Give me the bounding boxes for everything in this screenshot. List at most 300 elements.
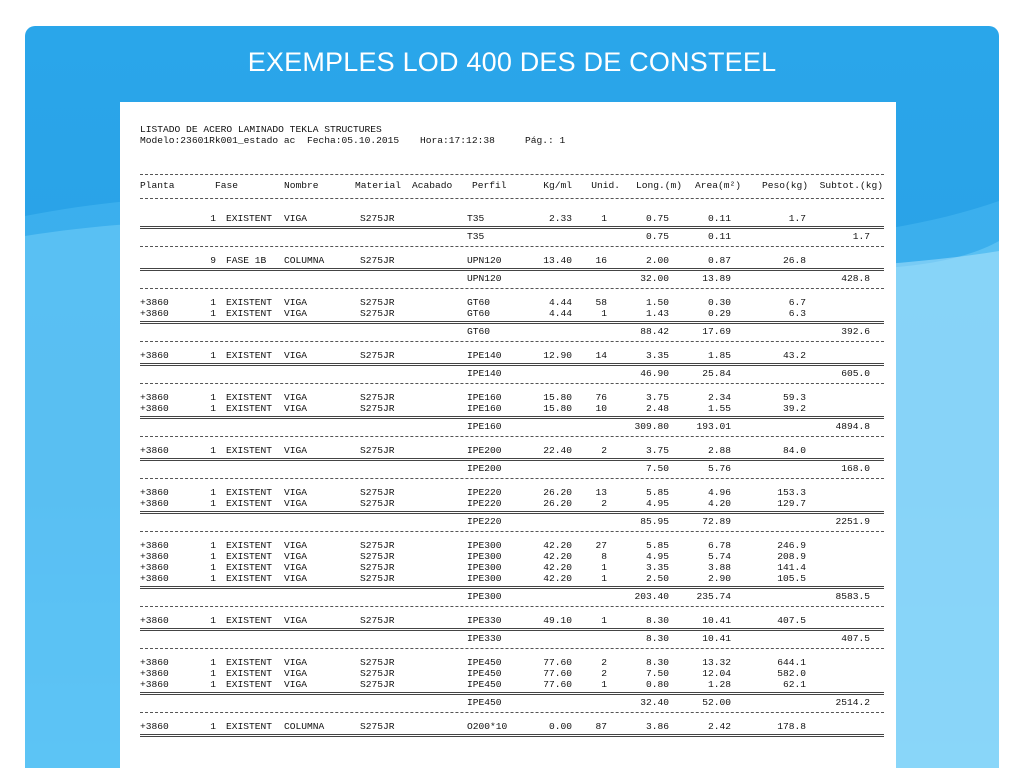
- cell-fase-name: EXISTENT: [226, 679, 273, 690]
- cell-unid: 1: [601, 308, 607, 319]
- cell-peso: 59.3: [782, 392, 806, 403]
- subtotal-rule: [140, 341, 884, 342]
- cell-planta: +3860: [140, 350, 169, 361]
- cell-material: S275JR: [360, 551, 395, 562]
- subtotal-rule: [140, 712, 884, 713]
- cell-long: 5.85: [645, 540, 669, 551]
- cell-fase: 1: [210, 540, 216, 551]
- subtotal-perfil: UPN120: [467, 273, 502, 284]
- group-double-rule: [140, 734, 884, 737]
- cell-area: 10.41: [702, 615, 731, 626]
- column-header: Unid.: [591, 180, 620, 191]
- table-row: [120, 499, 896, 509]
- cell-planta: +3860: [140, 392, 169, 403]
- cell-peso: 141.4: [777, 562, 806, 573]
- table-row: [120, 552, 896, 562]
- column-header: Peso(kg): [761, 180, 808, 191]
- cell-nombre: VIGA: [284, 308, 308, 319]
- subtotal-area: 52.00: [702, 697, 731, 708]
- cell-kgml: 42.20: [543, 562, 572, 573]
- subtotal-weight: 605.0: [841, 368, 870, 379]
- cell-material: S275JR: [360, 721, 395, 732]
- cell-unid: 1: [601, 213, 607, 224]
- cell-fase: 1: [210, 551, 216, 562]
- cell-perfil: GT60: [467, 308, 491, 319]
- cell-unid: 16: [595, 255, 607, 266]
- cell-unid: 13: [595, 487, 607, 498]
- cell-material: S275JR: [360, 255, 395, 266]
- cell-peso: 246.9: [777, 540, 806, 551]
- column-header: Subtot.(kg): [819, 180, 883, 191]
- subtotal-rule: [140, 383, 884, 384]
- cell-perfil: IPE220: [467, 487, 502, 498]
- cell-unid: 76: [595, 392, 607, 403]
- cell-area: 1.55: [707, 403, 731, 414]
- cell-nombre: VIGA: [284, 498, 308, 509]
- subtotal-perfil: GT60: [467, 326, 491, 337]
- cell-material: S275JR: [360, 392, 395, 403]
- cell-peso: 407.5: [777, 615, 806, 626]
- table-row: [120, 541, 896, 551]
- cell-area: 1.85: [707, 350, 731, 361]
- cell-unid: 58: [595, 297, 607, 308]
- table-row: [120, 393, 896, 403]
- subtotal-area: 235.74: [696, 591, 731, 602]
- subtotal-long: 88.42: [640, 326, 669, 337]
- cell-area: 4.96: [707, 487, 731, 498]
- table-row: [120, 669, 896, 679]
- cell-unid: 10: [595, 403, 607, 414]
- cell-planta: +3860: [140, 721, 169, 732]
- header-rule-bottom: [140, 198, 884, 199]
- table-row: [120, 616, 896, 626]
- subtotal-area: 72.89: [702, 516, 731, 527]
- subtotal-rule: [140, 246, 884, 247]
- cell-material: S275JR: [360, 679, 395, 690]
- cell-area: 4.20: [707, 498, 731, 509]
- cell-unid: 2: [601, 445, 607, 456]
- cell-fase-name: EXISTENT: [226, 308, 273, 319]
- cell-long: 1.50: [645, 297, 669, 308]
- group-double-rule: [140, 586, 884, 589]
- cell-peso: 208.9: [777, 551, 806, 562]
- cell-perfil: T35: [467, 213, 485, 224]
- cell-perfil: IPE160: [467, 403, 502, 414]
- table-row: [120, 404, 896, 414]
- subtotal-row: [120, 698, 896, 708]
- cell-fase: 1: [210, 498, 216, 509]
- group-double-rule: [140, 416, 884, 419]
- table-row: [120, 680, 896, 690]
- cell-fase: 1: [210, 668, 216, 679]
- cell-nombre: VIGA: [284, 392, 308, 403]
- subtotal-rule: [140, 478, 884, 479]
- cell-fase: 1: [210, 657, 216, 668]
- cell-unid: 8: [601, 551, 607, 562]
- doc-heading: [120, 125, 896, 135]
- cell-fase: 1: [210, 308, 216, 319]
- cell-unid: 2: [601, 498, 607, 509]
- column-headers: [120, 181, 896, 191]
- cell-material: S275JR: [360, 540, 395, 551]
- cell-unid: 1: [601, 573, 607, 584]
- cell-fase-name: EXISTENT: [226, 540, 273, 551]
- cell-long: 1.43: [645, 308, 669, 319]
- subtotal-weight: 4894.8: [835, 421, 870, 432]
- cell-nombre: VIGA: [284, 657, 308, 668]
- subtotal-perfil: IPE300: [467, 591, 502, 602]
- cell-material: S275JR: [360, 562, 395, 573]
- group-double-rule: [140, 226, 884, 229]
- cell-nombre: COLUMNA: [284, 721, 325, 732]
- subtotal-weight: 428.8: [841, 273, 870, 284]
- cell-kgml: 42.20: [543, 540, 572, 551]
- cell-area: 0.30: [707, 297, 731, 308]
- cell-fase-name: EXISTENT: [226, 668, 273, 679]
- cell-area: 13.32: [702, 657, 731, 668]
- cell-kgml: 42.20: [543, 573, 572, 584]
- cell-nombre: VIGA: [284, 487, 308, 498]
- group-double-rule: [140, 511, 884, 514]
- cell-long: 3.86: [645, 721, 669, 732]
- group-double-rule: [140, 628, 884, 631]
- cell-peso: 43.2: [782, 350, 806, 361]
- group-double-rule: [140, 458, 884, 461]
- cell-perfil: IPE140: [467, 350, 502, 361]
- cell-long: 8.30: [645, 615, 669, 626]
- cell-kgml: 22.40: [543, 445, 572, 456]
- subtotal-area: 10.41: [702, 633, 731, 644]
- cell-peso: 153.3: [777, 487, 806, 498]
- cell-peso: 6.7: [788, 297, 806, 308]
- cell-kgml: 15.80: [543, 392, 572, 403]
- cell-area: 2.42: [707, 721, 731, 732]
- cell-material: S275JR: [360, 297, 395, 308]
- doc-fecha: Fecha:05.10.2015: [307, 135, 400, 146]
- doc-hora: Hora:17:12:38: [420, 135, 495, 146]
- cell-kgml: 26.20: [543, 498, 572, 509]
- cell-material: S275JR: [360, 615, 395, 626]
- cell-unid: 87: [595, 721, 607, 732]
- cell-material: S275JR: [360, 445, 395, 456]
- cell-long: 3.35: [645, 350, 669, 361]
- subtotal-perfil: IPE450: [467, 697, 502, 708]
- cell-planta: +3860: [140, 498, 169, 509]
- subtotal-perfil: IPE330: [467, 633, 502, 644]
- cell-long: 5.85: [645, 487, 669, 498]
- cell-planta: +3860: [140, 308, 169, 319]
- column-header: Nombre: [284, 180, 319, 191]
- table-row: [120, 309, 896, 319]
- cell-planta: +3860: [140, 445, 169, 456]
- subtotal-long: 85.95: [640, 516, 669, 527]
- cell-fase: 9: [210, 255, 216, 266]
- table-row: [120, 298, 896, 308]
- cell-long: 8.30: [645, 657, 669, 668]
- cell-kgml: 4.44: [548, 308, 572, 319]
- cell-nombre: VIGA: [284, 213, 308, 224]
- subtotal-long: 7.50: [645, 463, 669, 474]
- cell-nombre: VIGA: [284, 551, 308, 562]
- cell-fase: 1: [210, 562, 216, 573]
- cell-area: 0.29: [707, 308, 731, 319]
- cell-nombre: VIGA: [284, 540, 308, 551]
- cell-fase-name: EXISTENT: [226, 562, 273, 573]
- cell-area: 1.28: [707, 679, 731, 690]
- table-row: [120, 722, 896, 732]
- cell-planta: +3860: [140, 615, 169, 626]
- cell-material: S275JR: [360, 308, 395, 319]
- cell-unid: 1: [601, 615, 607, 626]
- cell-fase-name: EXISTENT: [226, 498, 273, 509]
- cell-long: 4.95: [645, 551, 669, 562]
- cell-long: 3.75: [645, 445, 669, 456]
- subtotal-row: [120, 592, 896, 602]
- cell-perfil: IPE300: [467, 573, 502, 584]
- cell-fase: 1: [210, 487, 216, 498]
- cell-long: 0.75: [645, 213, 669, 224]
- cell-planta: +3860: [140, 540, 169, 551]
- cell-planta: +3860: [140, 551, 169, 562]
- slide-title: EXEMPLES LOD 400 DES DE CONSTEEL: [247, 47, 777, 77]
- cell-nombre: COLUMNA: [284, 255, 325, 266]
- table-row: [120, 488, 896, 498]
- subtotal-row: [120, 369, 896, 379]
- subtotal-long: 32.00: [640, 273, 669, 284]
- column-header: Perfil: [472, 180, 507, 191]
- cell-material: S275JR: [360, 498, 395, 509]
- table-row: [120, 574, 896, 584]
- cell-fase-name: EXISTENT: [226, 573, 273, 584]
- cell-planta: +3860: [140, 297, 169, 308]
- column-header: Planta: [140, 180, 175, 191]
- cell-planta: +3860: [140, 403, 169, 414]
- subtotal-row: [120, 464, 896, 474]
- cell-nombre: VIGA: [284, 679, 308, 690]
- cell-nombre: VIGA: [284, 403, 308, 414]
- cell-kgml: 26.20: [543, 487, 572, 498]
- column-header: Area(m²): [694, 180, 741, 191]
- cell-perfil: IPE450: [467, 668, 502, 679]
- cell-fase: 1: [210, 392, 216, 403]
- subtotal-perfil: T35: [467, 231, 485, 242]
- subtotal-rule: [140, 648, 884, 649]
- table-row: [120, 658, 896, 668]
- cell-fase-name: EXISTENT: [226, 297, 273, 308]
- steel-listing-document: [120, 102, 896, 768]
- cell-peso: 1.7: [788, 213, 806, 224]
- subtotal-long: 203.40: [634, 591, 669, 602]
- subtotal-perfil: IPE160: [467, 421, 502, 432]
- cell-nombre: VIGA: [284, 350, 308, 361]
- cell-peso: 178.8: [777, 721, 806, 732]
- subtotal-perfil: IPE140: [467, 368, 502, 379]
- cell-area: 2.34: [707, 392, 731, 403]
- cell-perfil: IPE300: [467, 540, 502, 551]
- cell-fase-name: EXISTENT: [226, 213, 273, 224]
- cell-planta: +3860: [140, 679, 169, 690]
- cell-fase: 1: [210, 679, 216, 690]
- subtotal-weight: 392.6: [841, 326, 870, 337]
- cell-long: 7.50: [645, 668, 669, 679]
- subtotal-long: 0.75: [645, 231, 669, 242]
- cell-material: S275JR: [360, 403, 395, 414]
- doc-meta: [120, 136, 896, 146]
- cell-fase-name: EXISTENT: [226, 445, 273, 456]
- subtotal-perfil: IPE200: [467, 463, 502, 474]
- table-row: [120, 214, 896, 224]
- subtotal-area: 13.89: [702, 273, 731, 284]
- cell-unid: 2: [601, 657, 607, 668]
- subtotal-area: 25.84: [702, 368, 731, 379]
- cell-fase-name: EXISTENT: [226, 403, 273, 414]
- cell-planta: +3860: [140, 562, 169, 573]
- cell-nombre: VIGA: [284, 573, 308, 584]
- table-row: [120, 351, 896, 361]
- column-header: Long.(m): [635, 180, 682, 191]
- subtotal-weight: 1.7: [852, 231, 870, 242]
- cell-long: 2.48: [645, 403, 669, 414]
- subtotal-long: 309.80: [634, 421, 669, 432]
- doc-pag: Pág.: 1: [525, 135, 566, 146]
- cell-fase-name: EXISTENT: [226, 392, 273, 403]
- cell-long: 0.80: [645, 679, 669, 690]
- column-header: Kg/ml: [543, 180, 572, 191]
- cell-kgml: 77.60: [543, 679, 572, 690]
- table-row: [120, 256, 896, 266]
- cell-nombre: VIGA: [284, 562, 308, 573]
- cell-perfil: IPE450: [467, 679, 502, 690]
- cell-planta: +3860: [140, 657, 169, 668]
- cell-long: 2.00: [645, 255, 669, 266]
- cell-fase: 1: [210, 213, 216, 224]
- cell-kgml: 13.40: [543, 255, 572, 266]
- cell-peso: 6.3: [788, 308, 806, 319]
- group-double-rule: [140, 363, 884, 366]
- column-header: Acabado: [412, 180, 453, 191]
- cell-fase: 1: [210, 297, 216, 308]
- subtotal-area: 17.69: [702, 326, 731, 337]
- cell-material: S275JR: [360, 487, 395, 498]
- cell-area: 12.04: [702, 668, 731, 679]
- cell-kgml: 2.33: [548, 213, 572, 224]
- cell-nombre: VIGA: [284, 297, 308, 308]
- subtotal-row: [120, 274, 896, 284]
- cell-fase-name: EXISTENT: [226, 350, 273, 361]
- cell-fase-name: EXISTENT: [226, 615, 273, 626]
- cell-kgml: 12.90: [543, 350, 572, 361]
- cell-material: S275JR: [360, 350, 395, 361]
- table-row: [120, 563, 896, 573]
- cell-peso: 129.7: [777, 498, 806, 509]
- subtotal-rule: [140, 531, 884, 532]
- cell-fase-name: EXISTENT: [226, 551, 273, 562]
- cell-peso: 39.2: [782, 403, 806, 414]
- subtotal-rule: [140, 288, 884, 289]
- group-double-rule: [140, 268, 884, 271]
- header-rule-top: [140, 174, 884, 175]
- subtotal-area: 5.76: [707, 463, 731, 474]
- cell-material: S275JR: [360, 213, 395, 224]
- subtotal-long: 8.30: [645, 633, 669, 644]
- subtotal-row: [120, 327, 896, 337]
- cell-fase: 1: [210, 615, 216, 626]
- subtotal-long: 46.90: [640, 368, 669, 379]
- cell-perfil: O200*10: [467, 721, 508, 732]
- subtotal-row: [120, 232, 896, 242]
- table-row: [120, 446, 896, 456]
- cell-fase: 1: [210, 403, 216, 414]
- cell-unid: 1: [601, 679, 607, 690]
- subtotal-long: 32.40: [640, 697, 669, 708]
- cell-kgml: 0.00: [548, 721, 572, 732]
- cell-perfil: UPN120: [467, 255, 502, 266]
- cell-nombre: VIGA: [284, 615, 308, 626]
- cell-perfil: GT60: [467, 297, 491, 308]
- cell-long: 3.75: [645, 392, 669, 403]
- cell-perfil: IPE330: [467, 615, 502, 626]
- subtotal-weight: 2514.2: [835, 697, 870, 708]
- cell-area: 0.11: [707, 213, 731, 224]
- cell-material: S275JR: [360, 657, 395, 668]
- cell-long: 4.95: [645, 498, 669, 509]
- subtotal-perfil: IPE220: [467, 516, 502, 527]
- cell-unid: 27: [595, 540, 607, 551]
- cell-planta: +3860: [140, 573, 169, 584]
- cell-kgml: 77.60: [543, 668, 572, 679]
- cell-peso: 644.1: [777, 657, 806, 668]
- cell-fase: 1: [210, 573, 216, 584]
- cell-perfil: IPE450: [467, 657, 502, 668]
- cell-planta: +3860: [140, 487, 169, 498]
- cell-peso: 105.5: [777, 573, 806, 584]
- subtotal-rule: [140, 606, 884, 607]
- cell-kgml: 4.44: [548, 297, 572, 308]
- subtotal-row: [120, 517, 896, 527]
- cell-peso: 84.0: [782, 445, 806, 456]
- cell-kgml: 77.60: [543, 657, 572, 668]
- cell-fase-name: FASE 1B: [226, 255, 267, 266]
- column-header: Material: [355, 180, 402, 191]
- cell-kgml: 42.20: [543, 551, 572, 562]
- cell-fase-name: EXISTENT: [226, 487, 273, 498]
- cell-area: 6.78: [707, 540, 731, 551]
- cell-unid: 2: [601, 668, 607, 679]
- cell-nombre: VIGA: [284, 445, 308, 456]
- subtotal-area: 193.01: [696, 421, 731, 432]
- column-header: Fase: [215, 180, 239, 191]
- cell-perfil: IPE300: [467, 551, 502, 562]
- subtotal-row: [120, 422, 896, 432]
- subtotal-weight: 168.0: [841, 463, 870, 474]
- cell-peso: 62.1: [782, 679, 806, 690]
- subtotal-weight: 8583.5: [835, 591, 870, 602]
- cell-perfil: IPE200: [467, 445, 502, 456]
- subtotal-row: [120, 634, 896, 644]
- cell-area: 2.88: [707, 445, 731, 456]
- cell-fase: 1: [210, 721, 216, 732]
- cell-unid: 1: [601, 562, 607, 573]
- cell-area: 0.87: [707, 255, 731, 266]
- doc-heading-text: LISTADO DE ACERO LAMINADO TEKLA STRUCTURES: [140, 124, 382, 135]
- cell-nombre: VIGA: [284, 668, 308, 679]
- cell-peso: 26.8: [782, 255, 806, 266]
- cell-planta: +3860: [140, 668, 169, 679]
- cell-unid: 14: [595, 350, 607, 361]
- cell-material: S275JR: [360, 573, 395, 584]
- group-double-rule: [140, 692, 884, 695]
- cell-peso: 582.0: [777, 668, 806, 679]
